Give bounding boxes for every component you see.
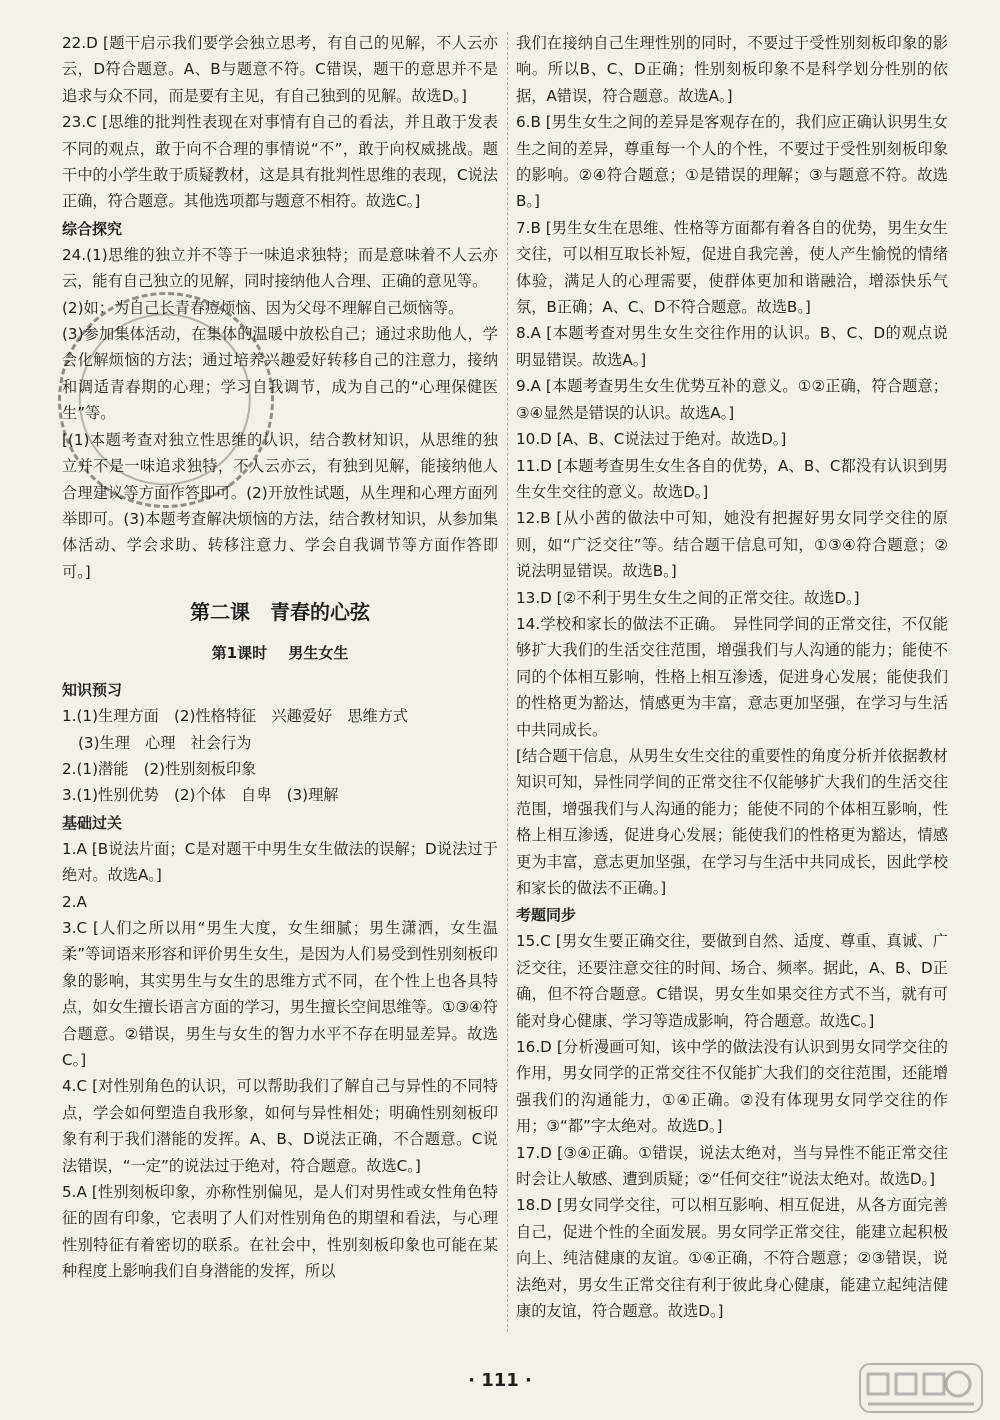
answer-24: 24.(1)思维的独立并不等于一味追求独特；而是意味着不人云亦云，能有自己独立的见解，同时接纳他人合理、正确的意见等。 (2)如：为自己长青春痘烦恼、因为父母不理解自己烦恼等。 (3)参加集体活动，在集体的温暖中放松自己；通过求助他人，学会化解烦恼的方法；通过培养兴趣爱好转移自己的注意力，接纳和调适青春期的心理；学习自我调节，成为自己的“心理保健医生”等。 [(1)本题考查对独立性思维的认识，结合教材知识，从思维的独立并不是一味追求独特，不人云亦云，有独到见解，能接纳他人合理建议等方面作答即可。(2)开放性试题，从生理和心理方面列举即可。(3)本题考查解决烦恼的方法，结合教材知识，从参加集体活动、学会求助、转移注意力、学会自我调节等方面作答即可。] bbox=[62, 245, 498, 581]
right-column bbox=[516, 30, 948, 1325]
answer-22: 22.D [题干启示我们要学会独立思考，有自己的见解，不人云亦云，D符合题意。A、B与题意不符。C错误，题干的意思并不是追求与众不同，而是要有主见，有自己独到的见解。故选D。] bbox=[62, 34, 498, 105]
answer-14-note: [结合题干信息，从男生女生交往的重要性的角度分析并依据教材知识可知，异性同学间的正常交往不仅能够扩大我们的生活交往范围，增强我们与人沟通的能力；能使不同的个体相互影响，性格上相互渗透，促进身心发展；能使我们的性格更为豁达，情感更为丰富，意志更加坚强，在学习与生活中共同成长，因此学校和家长的做法不正确。] bbox=[516, 746, 948, 897]
watermark-logo bbox=[858, 1362, 984, 1414]
answer-11: 11.D [本题考查男生女生各自的优势，A、B、C都没有认识到男生女生交往的意义。故选D。] bbox=[516, 456, 948, 501]
answer-7: 7.B [男生女生在思维、性格等方面都有着各自的优势，男生女生交往，可以相互取长补短，促进自我完善，使人产生愉悦的情绪体验，满足人的心理需要，使群体更加和谐融洽，增添快乐气氛，B正确；A、C、D不符合题意。故选B。] bbox=[516, 218, 948, 317]
answer-16: 16.D [分析漫画可知，该中学的做法没有认识到男女同学交往的作用，男女同学的正常交往不仅能扩大我们的交往范围，还能增强我们的沟通能力，①④正确。②没有体现男女同学交往的作用；③“都”字太绝对。故选D。] bbox=[516, 1038, 948, 1136]
answer-6: 6.B [男生女生之间的差异是客观存在的，我们应正确认识男生女生之间的差异，尊重每一个人的个性，不要过于受性别刻板印象的影响。②④符合题意；①是错误的理解；③与题意不符。故选B。] bbox=[516, 113, 948, 211]
exam-answers bbox=[516, 928, 948, 1324]
lesson-title: 第二课 青春的心弦 bbox=[190, 600, 370, 625]
period-label: 第1课时 bbox=[211, 644, 268, 663]
answer-23: 23.C [思维的批判性表现在对事情有自己的看法，并且敢于发表不同的观点，敢于向不合理的事情说“不”，敢于向权威挑战。题干中的小学生敢于质疑教材，这是具有批判性思维的表现，C说法正确，符合题意。其他选项都与题意不相符。故选C。] bbox=[62, 113, 498, 211]
answer-5: 5.A [性别刻板印象，亦称性别偏见，是人们对男性或女性角色特征的固有印象，它表明了人们对性别角色的期望和看法，与心理性别特征有着密切的联系。在社会中，性别刻板印象也可能在某种程度上影响我们自身潜能的发挥，所以 bbox=[62, 1183, 498, 1281]
answer-18: 18.D [男女同学交往，可以相互影响、相互促进，从各方面完善自己，促进个性的全面发展。男女同学正常交往，能建立起积极向上、纯洁健康的友谊。①④正确，不符合题意；②③错误，说法绝对，男女生正常交往有利于彼此身心健康，能建立起纯洁健康的友谊，符合题意。故选D。] bbox=[516, 1196, 948, 1321]
answer-4: 4.C [对性别角色的认识，可以帮助我们了解自己与异性的不同特点，学会如何塑造自我形象，如何与异性相处；明确性别刻板印象有利于我们潜能的发挥。A、B、D说法正确，不合题意。C说法错误，“一定”的说法过于绝对，符合题意。故选C。] bbox=[62, 1077, 498, 1175]
answer-1: 1.A [B说法片面；C是对题干中男生女生做法的误解；D说法过于绝对。故选A。] bbox=[62, 839, 498, 885]
period-name: 男生女生 bbox=[288, 644, 349, 663]
answer-2: 2.A bbox=[62, 892, 87, 911]
answer-17: 17.D [③④正确。①错误，说法太绝对，当与异性不能正常交往时会让人敏感、遭到质疑；②“任何交往”说法太绝对。故选D。] bbox=[516, 1143, 948, 1189]
section-heading-yuxi: 知识预习 bbox=[62, 681, 123, 700]
answer-10: 10.D [A、B、C说法过于绝对。故选D。] bbox=[516, 430, 787, 449]
left-column bbox=[62, 30, 498, 1285]
preview-answers: 1.(1)生理方面 (2)性格特征 兴趣爱好 思维方式 (3)生理 心理 社会行为 2.(1)潜能 (2)性别刻板印象 3.(1)性别优势 (2)个体 自卑 (3)理解 bbox=[62, 707, 409, 805]
page-number: · 111 · bbox=[468, 1370, 532, 1391]
answer-13: 13.D [②不利于男生女生之间的正常交往。故选D。] bbox=[516, 588, 860, 607]
answer-8: 8.A [本题考查对男生女生交往作用的认识。B、C、D的观点说明显错误。故选A。] bbox=[516, 324, 948, 369]
answer-9: 9.A [本题考查男生女生优势互补的意义。①②正确，符合题意；③④显然是错误的认识。故选A。] bbox=[516, 377, 948, 422]
answer-5-continued: 我们在接纳自己生理性别的同时，不要过于受性别刻板印象的影响。所以B、C、D正确；性别刻板印象不是科学划分性别的依据，A错误，符合题意。故选A。] bbox=[516, 34, 948, 105]
period-title bbox=[62, 641, 498, 665]
section-heading-kaoti: 考题同步 bbox=[516, 906, 577, 925]
basic-answers-left bbox=[62, 836, 498, 1285]
answer-3: 3.C [人们之所以用“男生大度，女生细腻；男生潇洒，女生温柔”等词语来形容和评价男生女生，是因为人们易受到性别刻板印象的影响，其实男生与女生的思维方式不同，在个性上也各具特点，如女生擅长语言方面的学习，男生擅长空间思维等。①③④符合题意。②错误，男生与女生的智力水平不存在明显差异。故选C。] bbox=[62, 918, 498, 1069]
answer-12: 12.B [从小茜的做法中可知，她没有把握好男女同学交往的原则，如“广泛交往”等。结合题干信息可知，①③④符合题意；②说法明显错误。故选B。] bbox=[516, 509, 948, 581]
section-heading-zonghe: 综合探究 bbox=[62, 219, 123, 238]
column-divider bbox=[507, 32, 508, 1332]
section-heading-jichu: 基础过关 bbox=[62, 813, 123, 832]
basic-answers-right bbox=[516, 30, 948, 901]
answer-14: 14.学校和家长的做法不正确。 异性同学间的正常交往，不仅能够扩大我们的生活交往范围，增强我们与人沟通的能力；能使不同的个体相互影响，性格上相互渗透，促进身心发展；能使我们的性格更为豁达，情感更为丰富，意志更加坚强，在学习与生活中共同成长。 bbox=[516, 614, 948, 739]
answer-15: 15.C [男女生要正确交往，要做到自然、适度、尊重、真诚、广泛交往，还要注意交往的时间、场合、频率。据此，A、B、D正确，但不符合题意。C错误，男女生如果交往方式不当，就有可能对身心健康、学习等造成影响，符合题意。故选C。] bbox=[516, 932, 948, 1030]
